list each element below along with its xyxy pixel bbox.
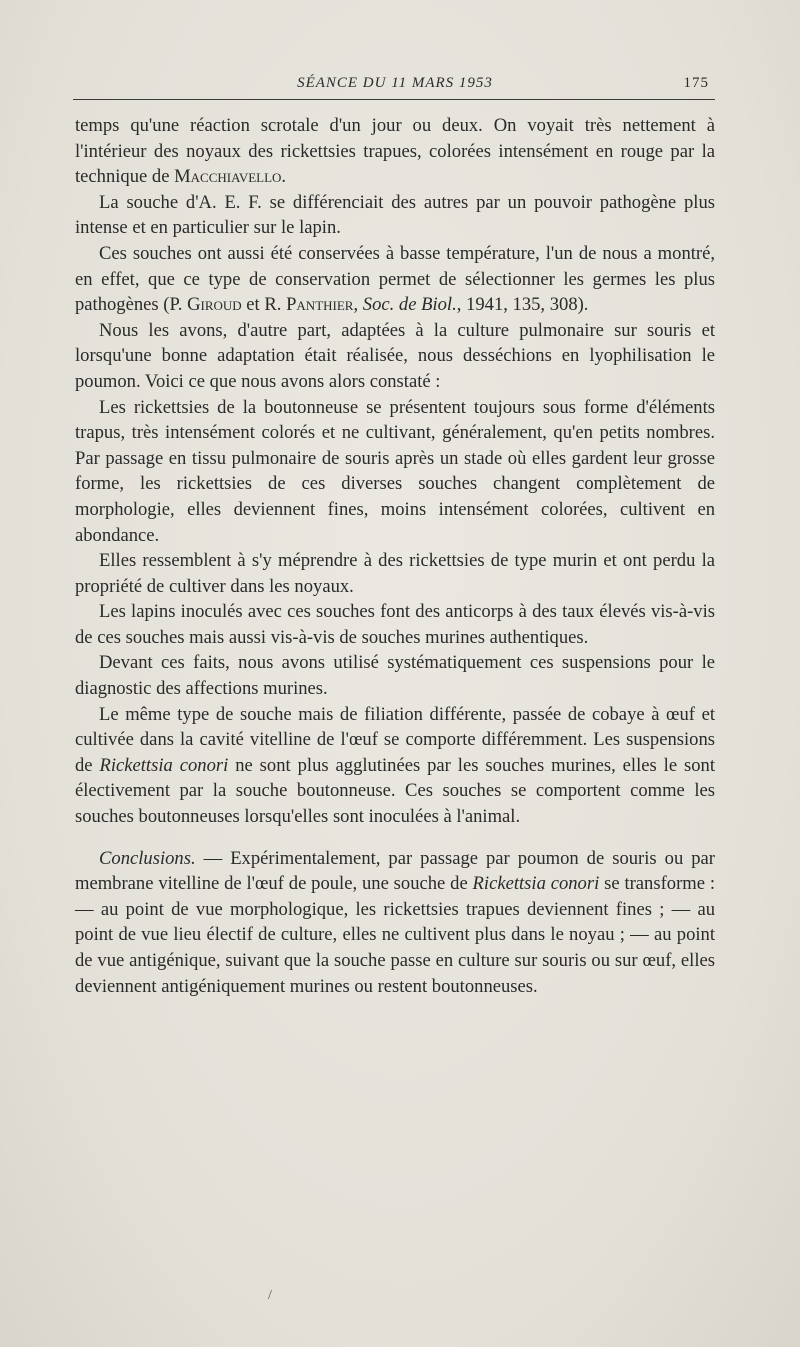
author-name: Panthier <box>286 294 354 316</box>
running-title: SÉANCE DU 11 MARS 1953 <box>297 75 493 91</box>
page-number: 175 <box>683 75 709 91</box>
paragraph: Le même type de souche mais de filiation différente, passée de cobaye à œuf et cultivée dans la cavité vitelline de l'œuf se comporte différemment. Les suspensions de Rickettsia conori ne sont plus agglutinées par les souches murines, elles le sont électivement par la souche boutonneuse. Ces souches se comportent comme les souches boutonneuses lorsqu'elles sont inoculées à l'animal. <box>75 703 715 828</box>
stray-mark: / <box>268 1288 272 1303</box>
paragraph-continuation: temps qu'une réaction scrotale d'un jour ou deux. On voyait très nettement à l'intérieur des noyaux des rickettsies trapues, colorées intensément en rouge par la technique de Macchiavello. <box>75 115 715 188</box>
body-text <box>75 113 715 999</box>
paragraph: Les rickettsies de la boutonneuse se présentent toujours sous forme d'éléments trapus, très intensément colorés et ne cultivant, généralement, qu'en petits nombres. Par passage en tissu pulmonaire de souris après un stade où elles gardent leur grosse forme, les rickettsies de ces diverses souches changent complètement de morphologie, elles deviennent fines, moins intensément colorées, cultivent en abondance. <box>75 396 715 546</box>
conclusions-paragraph: Conclusions. — Expérimentalement, par passage par poumon de souris ou par membrane vitelline de l'œuf de poule, une souche de Rickettsia conori se transforme : — au point de vue morphologique, les rickettsies trapues deviennent fines ; — au point de vue lieu électif de culture, elles ne cultivent plus dans le noyau ; — au point de vue antigénique, suivant que la souche passe en culture sur souris ou sur œuf, elles deviennent antigéniquement murines ou restent boutonneuses. <box>75 847 716 997</box>
paragraph: Elles ressemblent à s'y méprendre à des rickettsies de type murin et ont perdu la propriété de cultiver dans les noyaux. <box>75 550 715 597</box>
paragraph: Ces souches ont aussi été conservées à basse température, l'un de nous a montré, en effet, que ce type de conservation permet de sélectionner les germes les plus pathogènes (P. Giroud et R. Panthier, Soc. de Biol., 1941, 135, 308). <box>75 242 715 316</box>
paragraph: Devant ces faits, nous avons utilisé systématiquement ces suspensions pour le diagnostic des affections murines. <box>75 652 715 700</box>
page-header <box>75 75 715 99</box>
author-name: Giroud <box>187 294 242 316</box>
species-name: Rickettsia conori <box>472 873 600 895</box>
journal-title: Soc. de Biol. <box>362 294 457 316</box>
conclusions-label: Conclusions. <box>99 847 196 869</box>
header-rule <box>73 99 715 100</box>
species-name: Rickettsia conori <box>99 754 229 776</box>
paragraph: Nous les avons, d'autre part, adaptées à la culture pulmonaire sur souris et lorsqu'une bonne adaptation était réalisée, nous desséchions en lyophilisation le poumon. Voici ce que nous avons alors constaté : <box>75 319 715 392</box>
author-name: Macchiavello <box>174 166 282 188</box>
paragraph: Les lapins inoculés avec ces souches font des anticorps à des taux élevés vis-à-vis de ces souches mais aussi vis-à-vis de souches murines authentiques. <box>75 601 715 648</box>
paragraph: La souche d'A. E. F. se différenciait des autres par un pouvoir pathogène plus intense et en particulier sur le lapin. <box>75 191 715 239</box>
